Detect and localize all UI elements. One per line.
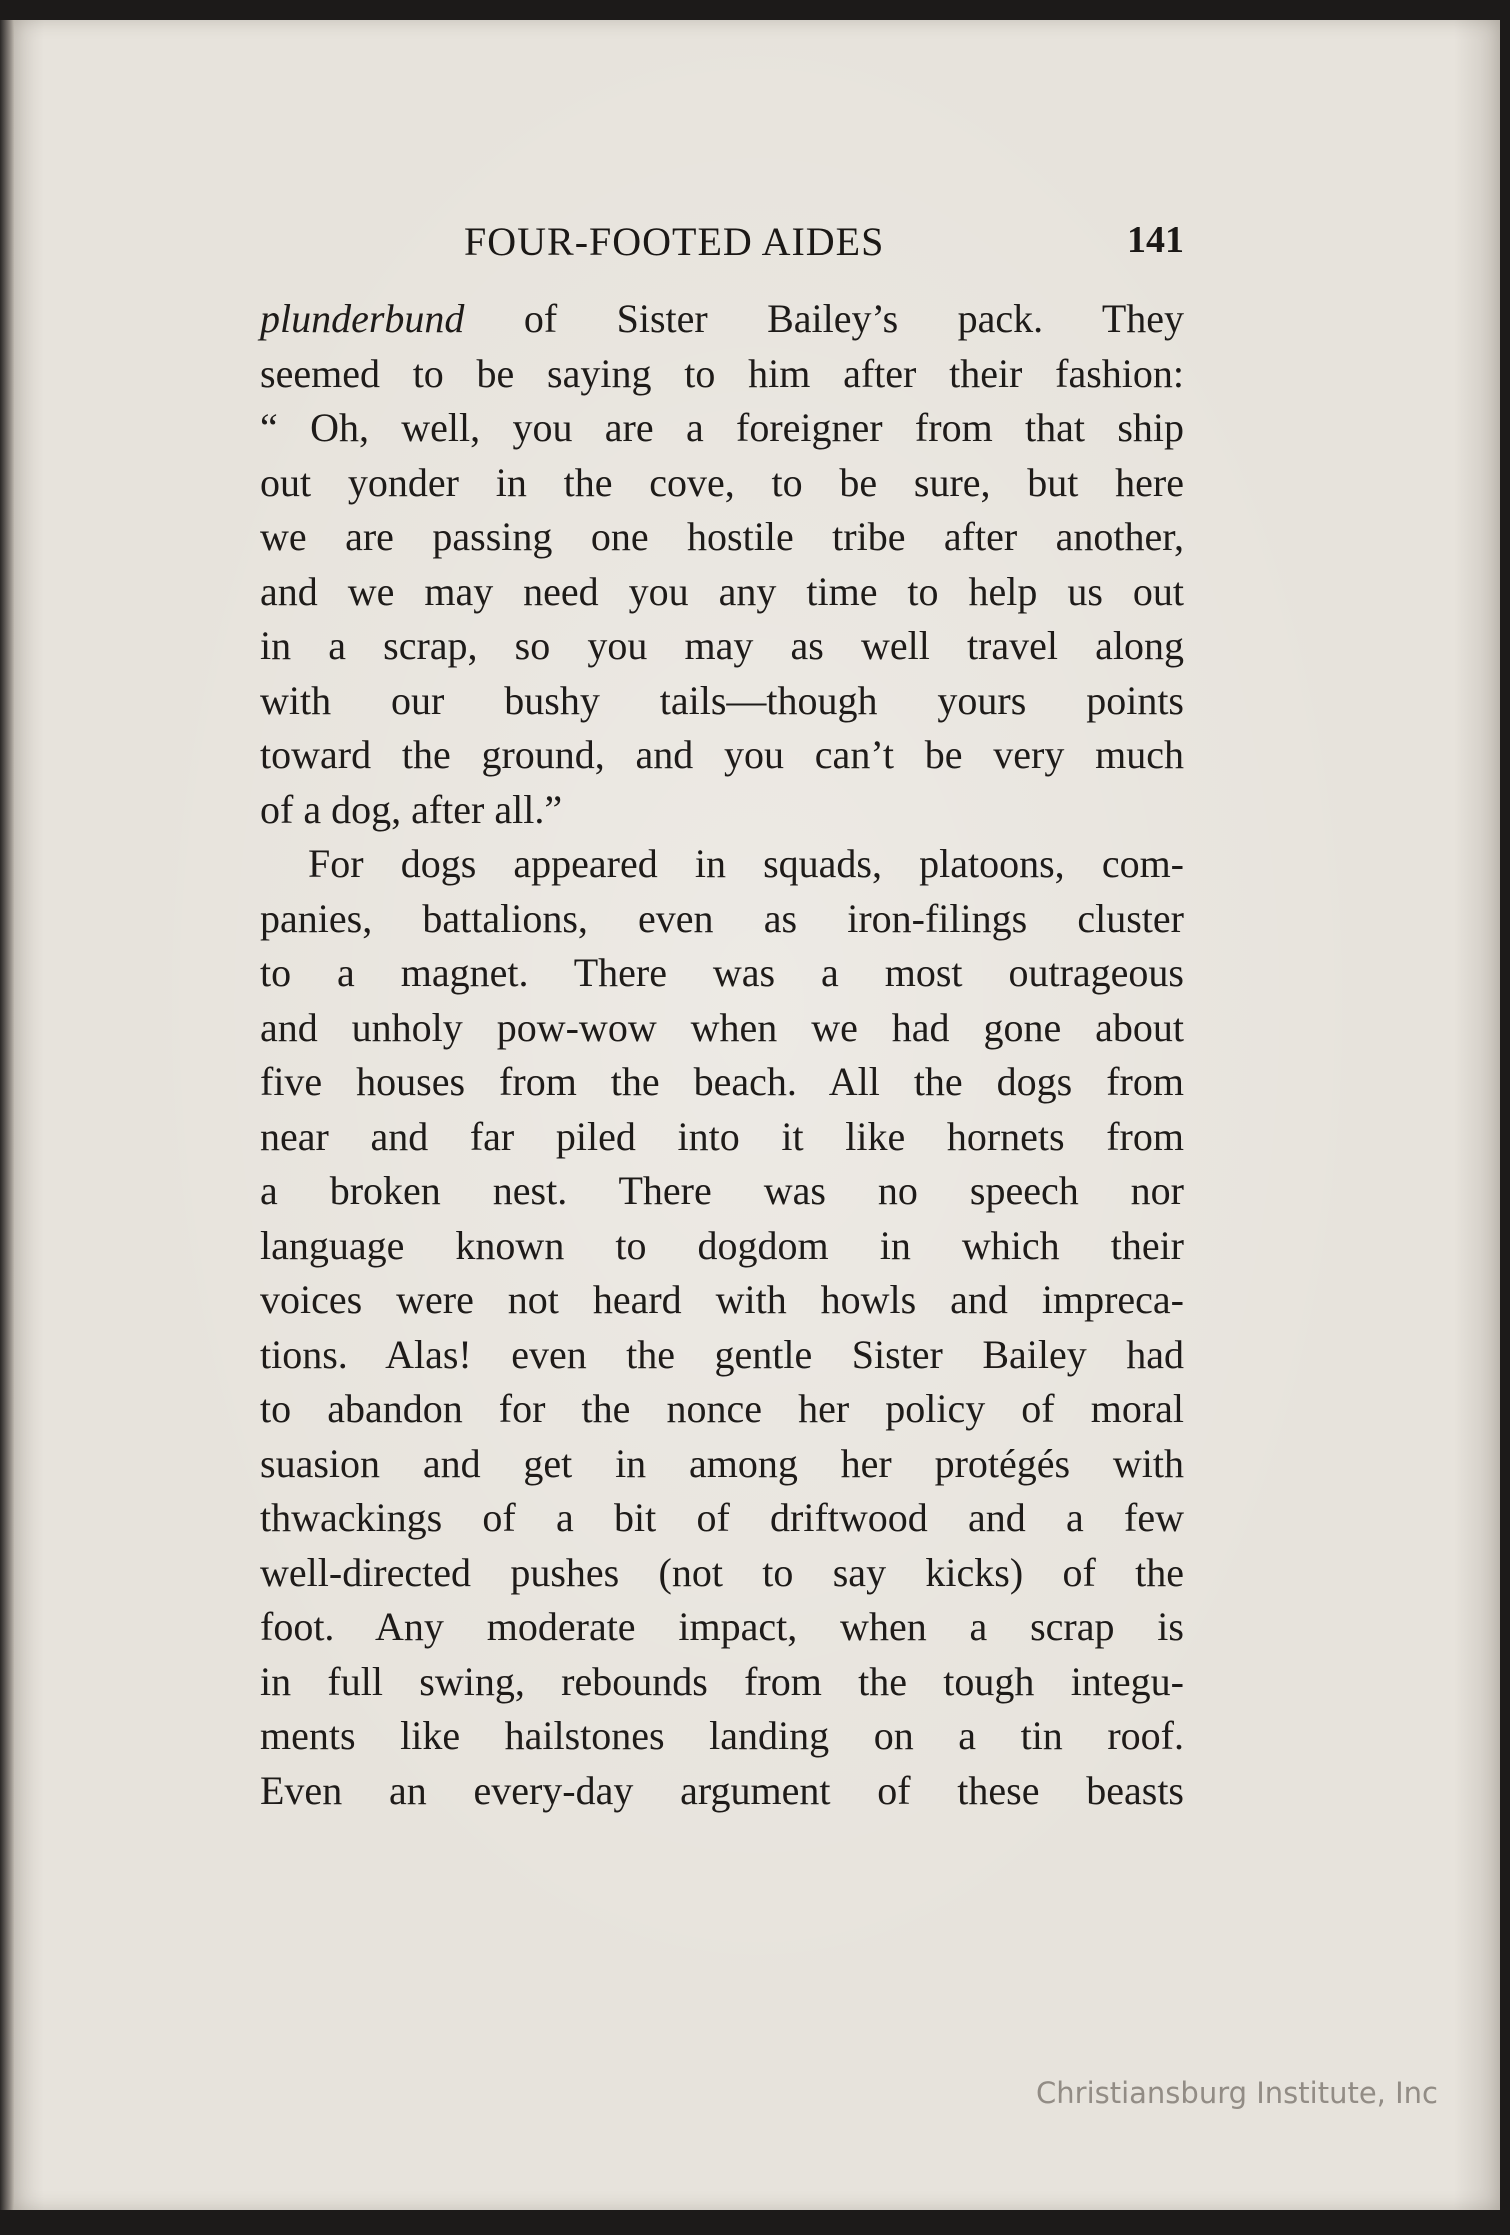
text-line: language known to dogdom in which their	[260, 1222, 1184, 1268]
text-line: well-directed pushes (not to say kicks) of the	[260, 1549, 1184, 1595]
text-line: toward the ground, and you can’t be very much	[260, 732, 1184, 777]
text-line: five houses from the beach. All the dogs from	[260, 1059, 1184, 1104]
text-line: out yonder in the cove, to be sure, but here	[260, 459, 1184, 505]
text-line: in a scrap, so you may as well travel along	[260, 623, 1184, 668]
text-line: and we may need you any time to help us out	[260, 568, 1184, 614]
text-line: near and far piled into it like hornets from	[260, 1113, 1184, 1159]
text-line: suasion and get in among her protégés with	[260, 1440, 1184, 1486]
text-line: ments like hailstones landing on a tin roof.	[260, 1713, 1184, 1758]
text-line: we are passing one hostile tribe after another,	[260, 514, 1184, 559]
text-line: of a dog, after all.”	[260, 786, 563, 832]
text-line: “ Oh, well, you are a foreigner from that ship	[260, 405, 1184, 450]
text-line: a broken nest. There was no speech nor	[260, 1168, 1184, 1213]
text-line: and unholy pow-wow when we had gone about	[260, 1004, 1184, 1050]
text-line: panies, battalions, even as iron-filings cluster	[260, 895, 1184, 941]
text-line: to a magnet. There was a most outrageous	[260, 950, 1184, 995]
watermark: Christiansburg Institute, Inc	[1036, 2076, 1438, 2110]
text-line: thwackings of a bit of driftwood and a few	[260, 1495, 1184, 1540]
text-line: seemed to be saying to him after their fashion:	[260, 350, 1184, 396]
text-line: Even an every-day argument of these beasts	[260, 1767, 1184, 1813]
text-line: voices were not heard with howls and impreca-	[260, 1277, 1184, 1322]
book-spine-edge	[0, 20, 14, 2210]
text-line: in full swing, rebounds from the tough integu-	[260, 1658, 1184, 1704]
text-line	[260, 292, 1184, 347]
line-text: of Sister Bailey’s pack. They	[464, 296, 1184, 341]
page-header	[262, 218, 1184, 268]
italic-word: plunderbund	[260, 296, 465, 341]
text-line: foot. Any moderate impact, when a scrap is	[260, 1604, 1184, 1649]
page-number: 141	[1127, 219, 1184, 261]
text-line: For dogs appeared in squads, platoons, com-	[308, 841, 1184, 886]
running-title: FOUR-FOOTED AIDES	[464, 219, 885, 264]
text-line: to abandon for the nonce her policy of moral	[260, 1386, 1184, 1431]
body-text	[260, 292, 1184, 1818]
text-line: tions. Alas! even the gentle Sister Bailey had	[260, 1331, 1184, 1377]
text-line: with our bushy tails—though yours points	[260, 677, 1184, 723]
